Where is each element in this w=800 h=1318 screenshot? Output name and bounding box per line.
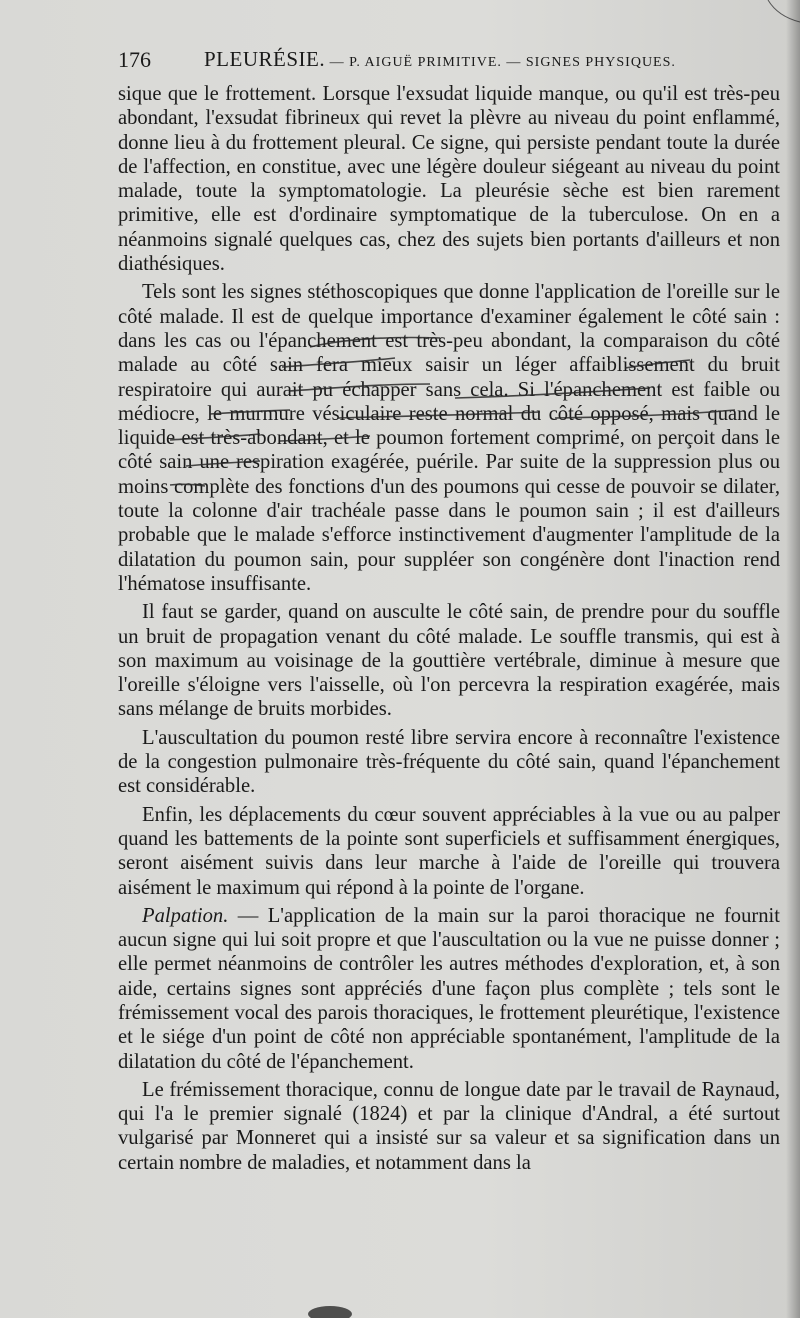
paragraph-palpation bbox=[118, 904, 780, 1074]
paragraph: Tels sont les signes stéthoscopiques que donne l'application de l'oreille sur le côté malade. Il est de quelque importance d'examiner également le côté sain : dans les cas ou l'épanchement est très-peu abondant, la comparaison du côté malade au côté sain fera mieux saisir un léger affaiblissement du bruit respiratoire qui aurait pu échapper sans cela. Si l'épanchement est faible ou médiocre, le murmure vésiculaire reste normal du côté opposé, mais quand le liquide est très-abondant, et le poumon fortement comprimé, on perçoit dans le côté sain une respiration exagérée, puérile. Par suite de la suppression plus ou moins complète des fonctions d'un des poumons qui cesse de pouvoir se dilater, toute la colonne d'air trachéale passe dans le poumon sain ; il est d'ailleurs probable que le malade s'efforce instinctivement d'augmenter l'amplitude de la dilatation du poumon sain, pour suppléer son congénère dont l'inaction rend l'hématose insuffisante. bbox=[118, 281, 780, 595]
body-text bbox=[118, 82, 780, 1179]
paragraph: sique que le frottement. Lorsque l'exsudat liquide manque, ou qu'il est très-peu abondant, l'exsudat fibrineux qui revet la plèvre au niveau du point enflammé, donne lieu à du frottement pleural. Ce signe, qui persiste pendant toute la durée de l'affection, en constitue, avec une légère douleur siégeant au niveau du point malade, toute la symptomatologie. La pleurésie sèche est bien rarement primitive, elle est d'ordinaire symptomatique de la tuberculose. On en a néanmoins signalé quelques cas, chez des sujets bien portants d'ailleurs et non diathésiques. bbox=[118, 83, 780, 276]
running-header bbox=[118, 47, 778, 77]
ink-blot bbox=[305, 1300, 355, 1318]
separator: — bbox=[325, 55, 350, 70]
separator: — bbox=[501, 55, 526, 70]
page-edge-shadow bbox=[786, 0, 800, 1318]
running-title bbox=[204, 47, 676, 72]
paragraph: Enfin, les déplacements du cœur souvent appréciables à la vue ou au palper quand les battements de la pointe sont superficiels et suffisamment énergiques, seront aisément suivis dans leur marche à l'aide de l'oreille qui trouvera aisément le maximum qui répond à la pointe de l'organe. bbox=[118, 803, 780, 899]
chapter-title: PLEURÉSIE. bbox=[204, 47, 326, 71]
page-number: 176 bbox=[118, 47, 151, 72]
paragraph: L'auscultation du poumon resté libre servira encore à reconnaître l'existence de la congestion pulmonaire très-fréquente du côté sain, quand l'épanchement est considérable. bbox=[118, 726, 780, 798]
section-title: P. AIGUË PRIMITIVE. bbox=[349, 55, 502, 70]
palpation-heading: Palpation. bbox=[142, 904, 229, 927]
paragraph: Il faut se garder, quand on ausculte le côté sain, de prendre pour du souffle un bruit de propagation venant du côté malade. Le souffle transmis, qui est à son maximum au voisinage de la gouttière vertébrale, diminue à mesure que l'oreille s'éloigne vers l'aisselle, où l'on percevra la respiration exagérée, mais sans mélange de bruits morbides. bbox=[118, 601, 780, 721]
subsection-title: SIGNES PHYSIQUES. bbox=[525, 55, 676, 70]
paragraph-text: — L'application de la main sur la paroi thoracique ne fournit aucun signe qui lui soit propre et que l'auscultation ou la vue ne puisse donner ; elle permet néanmoins de contrôler les autres méthodes d'exploration, et, à son aide, certains signes sont appréciés d'une façon plus complète ; tels sont le frémissement vocal des parois thoraciques, le frottement pleurétique, l'existence et le siége d'un point de côté non appréciable spontanément, l'amplitude de la dilatation du côté de l'épanchement. bbox=[118, 904, 780, 1073]
paragraph: Le frémissement thoracique, connu de longue date par le travail de Raynaud, qui l'a le premier signalé (1824) et par la clinique d'Andral, a été surtout vulgarisé par Monneret qui a insisté sur sa valeur et sa signification dans un certain nombre de maladies, et notamment dans la bbox=[118, 1078, 780, 1174]
